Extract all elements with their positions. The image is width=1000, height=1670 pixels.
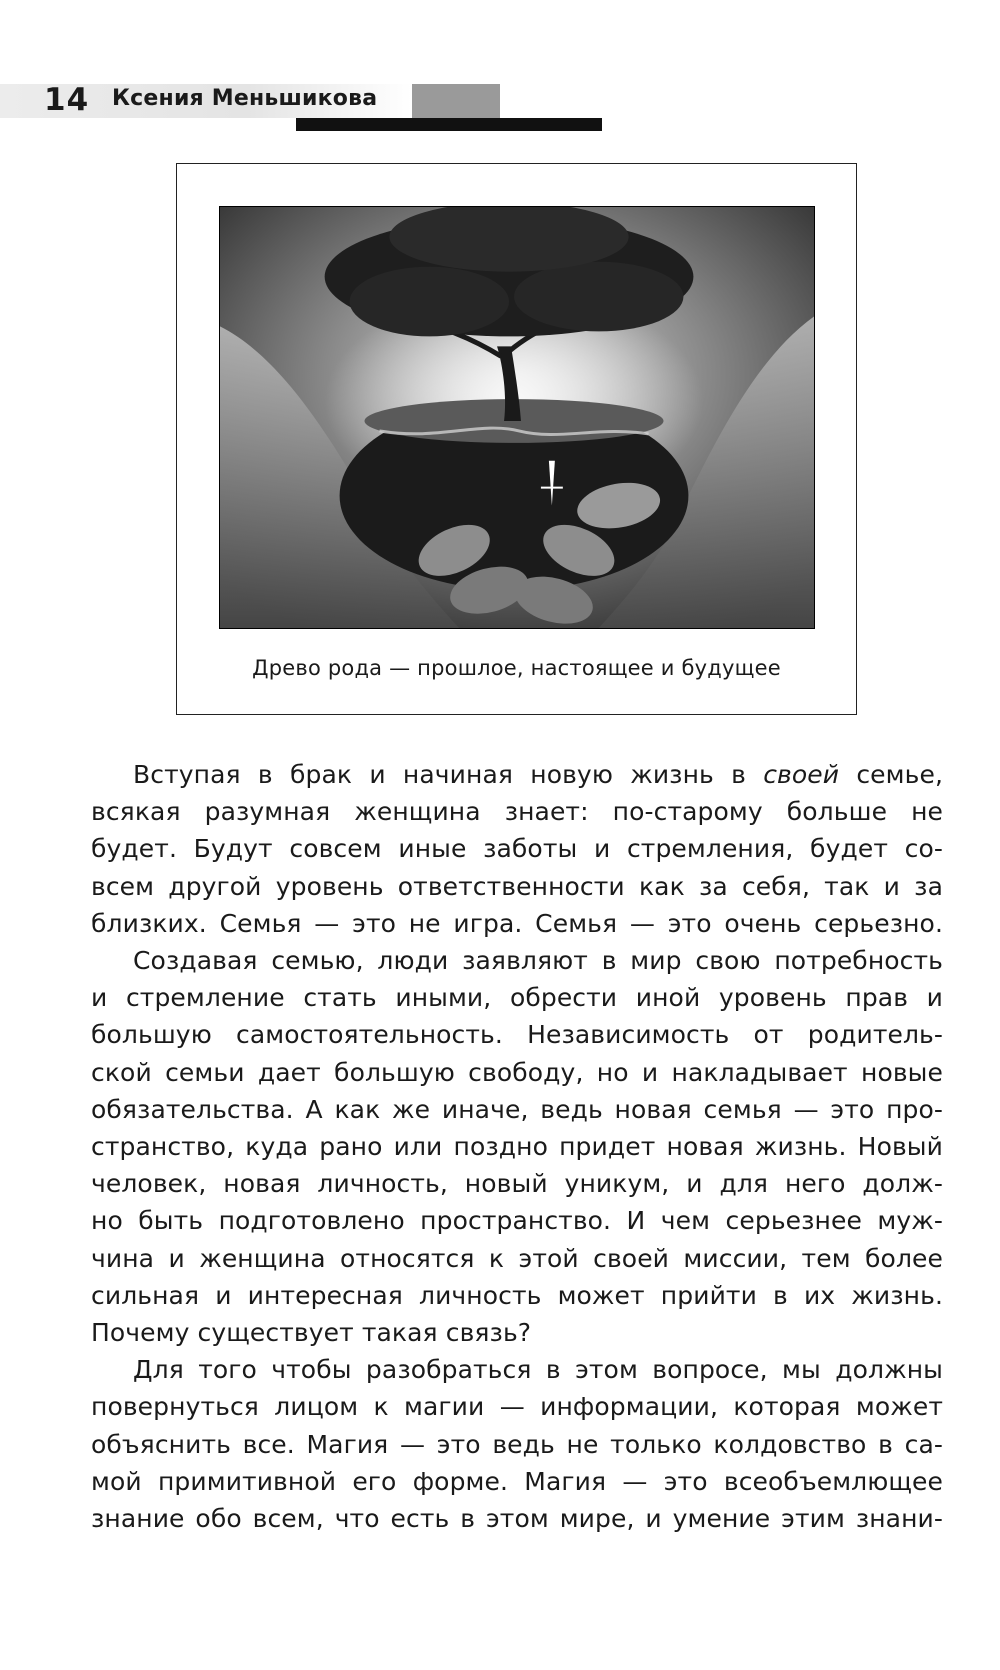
text-line: повернуться лицом к магии — информации, которая может [91,1392,943,1422]
text-line: чина и женщина относятся к этой своей миссии, тем более [91,1243,943,1273]
text-line: человек, новая личность, новый уникум, и для него долж- [91,1169,943,1199]
text-line: знание обо всем, что есть в этом мире, и умение этим знани- [91,1504,943,1534]
text-line: но быть подготовлено пространство. И чем серьезнее муж- [91,1206,943,1236]
page-number: 14 [44,82,90,118]
text-line: всем другой уровень ответственности как за себя, так и за [91,871,943,901]
text-line: странство, куда рано или поздно придет новая жизнь. Новый [91,1132,943,1162]
text-line: и стремление стать иными, обрести иной уровень прав и [91,983,943,1013]
figure-frame [176,163,857,715]
header-gray-block [412,84,500,118]
running-head-author: Ксения Меньшикова [112,86,378,111]
tree-in-hands-illustration [220,207,814,628]
figure-photo-tree-in-hands [219,206,815,629]
text-line: всякая разумная женщина знает: по-старому больше не [91,797,943,827]
body-text [91,756,943,1537]
text-line: обязательства. А как же иначе, ведь новая семья — это про- [91,1094,943,1124]
text-line: ской семьи дает большую свободу, но и накладывает новые [91,1057,943,1087]
text-line: Создавая семью, люди заявляют в мир свою потребность [133,946,943,976]
text-line: близких. Семья — это не игра. Семья — это очень серьезно. [91,908,943,938]
text-line: мой примитивной его форме. Магия — это всеобъемлющее [91,1466,943,1496]
text-line: Вступая в брак и начиная новую жизнь в своей семье, [133,760,943,789]
text-line: большую самостоятельность. Независимость от родитель- [91,1020,943,1050]
text-line: сильная и интересная личность может прийти в их жизнь. [91,1280,943,1310]
text-line: Почему существует такая связь? [91,1318,532,1348]
header-rule [296,118,602,131]
text-line: будет. Будут совсем иные заботы и стремления, будет со- [91,834,943,864]
text-line: объяснить все. Магия — это ведь не только колдовство в са- [91,1429,943,1459]
text-line: Для того чтобы разобраться в этом вопросе, мы должны [133,1355,943,1385]
figure-caption: Древо рода — прошлое, настоящее и будущее [252,656,781,680]
